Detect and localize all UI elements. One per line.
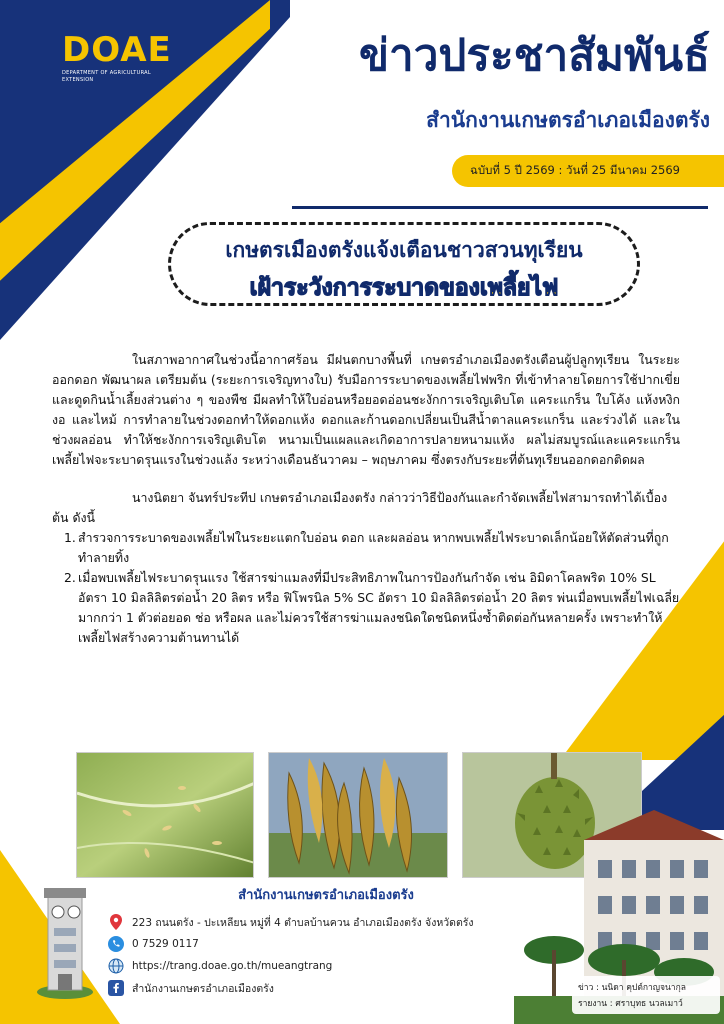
- website-row: [108, 956, 528, 976]
- list-text: สำรวจการระบาดของเพลี้ยไฟในระยะแตกใบอ่อน ดอก และผลอ่อน หากพบเพลี้ยไฟระบาดเล็กน้อยให้ตัดส่วนที่ถูกทำลายทิ้ง: [78, 530, 669, 565]
- thrips-on-leaf-photo: [76, 752, 254, 878]
- phone-row: [108, 934, 528, 954]
- facebook-link[interactable]: สำนักงานเกษตรอำเภอเมืองตรัง: [132, 982, 274, 995]
- paragraph-2: นางนิตยา จันทร์ประทีป เกษตรอำเภอเมืองตรัง กล่าวว่าวิธีป้องกันและกำจัดเพลี้ยไฟสามารถทำได้เบื้องต้น ดังนี้: [52, 490, 668, 525]
- facebook-icon: [108, 980, 124, 996]
- page-title: ข่าวประชาสัมพันธ์: [358, 30, 710, 81]
- damaged-durian-leaves-photo: [268, 752, 448, 878]
- article-body: [52, 350, 680, 648]
- logo-subtitle: DEPARTMENT OF AGRICULTURAL EXTENSION: [62, 70, 151, 83]
- list-text: เมื่อพบเพลี้ยไฟระบาดรุนแรง ใช้สารฆ่าแมลงที่มีประสิทธิภาพในการป้องกันกำจัด เช่น อิมิดาโคลพริด 10% SL อัตรา 10 มิลลิลิตรต่อน้ำ 20 ลิตร หรือ ฟิโพรนิล 5% SC อัตรา 10 มิลลิลิตรต่อน้ำ 20 ลิตร พ่นเมื่อพบเพลี้ยไฟเฉลี่ยมากกว่า 1 ตัวต่อยอด ช่อ หรือผล และไม่ควรใช้สารฆ่าแมลงชนิดใดชนิดหนึ่งซ้ำติดต่อกันหลายครั้ง เพราะทำให้เพลี้ยไฟสร้างความต้านทานได้: [78, 570, 680, 645]
- phone-icon: [108, 936, 124, 952]
- facebook-row: [108, 978, 528, 998]
- list-item: [64, 528, 680, 568]
- list-item: [64, 568, 680, 648]
- paragraph-1: ในสภาพอากาศในช่วงนี้อากาศร้อน มีฝนตกบางพื้นที่ เกษตรอำเภอเมืองตรังเตือนผู้ปลูกทุเรียน ในระยะ ออกดอก พัฒนาผล เตรียมต้น (ระยะการเจริญทางใบ) รับมือการระบาดของเพลี้ยไฟพริก ที่เข้าทำลายโดยการใช้ปากเขี่ยและดูดกินน้ำเลี้ยงส่วนต่าง ๆ ของพืช มีผลทำให้ใบอ่อนหรือยอดอ่อนชะงักการเจริญเติบโต แคระแกร็น ใบโค้ง แห้งหงิกงอ และไหม้ การทำลายในช่วงดอกทำให้ดอกแห้ง ดอกและก้านดอกเปลี่ยนเป็นสีน้ำตาลแคระแกร็น และร่วงได้ และในช่วงผลอ่อน ทำให้ชะงักการเจริญเติบโต หนามเป็นแผลและเกิดอาการปลายหนามแห้ง ผลไม่สมบูรณ์และแคระแกร็น เพลี้ยไฟจะระบาดรุนแรงในช่วงแล้ง ระหว่างเดือนธันวาคม – พฤษภาคม ซึ่งตรงกับระยะที่ต้นทุเรียนออกดอกติดผล: [52, 352, 680, 467]
- clock-tower-image: [36, 882, 94, 1000]
- control-methods-list: [64, 528, 680, 648]
- list-number: 1.: [64, 530, 76, 545]
- news-credit: ข่าว : นนิดา คุปต์กาญจนากุล: [578, 983, 686, 993]
- logo-text: DOAE: [62, 30, 172, 70]
- list-number: 2.: [64, 570, 76, 585]
- website-link[interactable]: https://trang.doae.go.th/mueangtrang: [132, 960, 333, 972]
- address-row: [108, 912, 528, 932]
- header-divider: [292, 206, 708, 209]
- doae-logo: [62, 30, 180, 88]
- reporter-credit: รายงาน : ศราบุทธ นวลเมาว์: [578, 999, 683, 1009]
- globe-icon: [108, 958, 124, 974]
- office-title: สำนักงานเกษตรอำเภอเมืองตรัง: [426, 108, 710, 132]
- headline-line-2: เฝ้าระวังการระบาดของเพลี้ยไฟ: [249, 275, 559, 301]
- location-pin-icon: [108, 914, 124, 930]
- headline-line-1: เกษตรเมืองตรังแจ้งเตือนชาวสวนทุเรียน: [225, 238, 583, 262]
- address-text: 223 ถนนตรัง - ปะเหลียน หมู่ที่ 4 ตำบลบ้านควน อำเภอเมืองตรัง จังหวัดตรัง: [132, 916, 474, 929]
- footer-office-name: สำนักงานเกษตรอำเภอเมืองตรัง: [238, 888, 414, 903]
- issue-number-date: ฉบับที่ 5 ปี 2569 : วันที่ 25 มีนาคม 2569: [470, 163, 680, 177]
- phone-text: 0 7529 0117: [132, 938, 199, 950]
